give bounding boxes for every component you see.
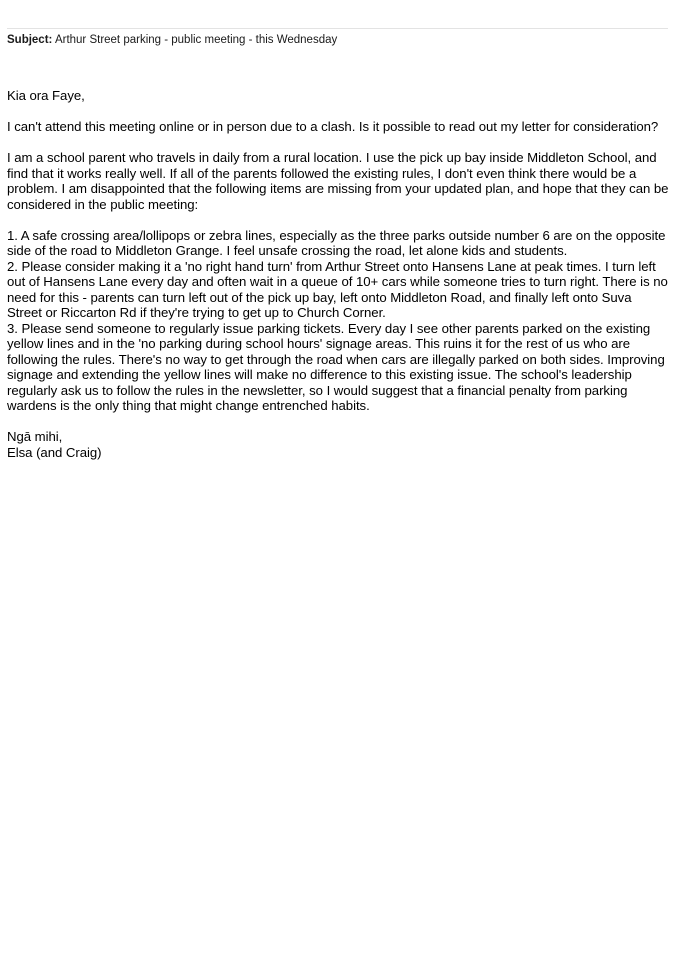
- letter-paragraph-context: I am a school parent who travels in daily from a rural location. I use the pick up bay inside Middleton School, and find that it works really well. If all of the parents followed the existing rules, I don't even think there would be a problem. I am disappointed that the following items are missing from your updated plan, and hope that they can be considered in the public meeting:: [7, 150, 669, 212]
- letter-body: [7, 88, 669, 460]
- letter-list-item-1: 1. A safe crossing area/lollipops or zebra lines, especially as the three parks outside number 6 are on the opposite side of the road to Middleton Grange. I feel unsafe crossing the road, let alone kids and students.: [7, 227, 666, 258]
- letter-greeting: Kia ora Faye,: [7, 88, 85, 103]
- letter-signature: Elsa (and Craig): [7, 444, 102, 460]
- header-divider: [7, 28, 668, 29]
- subject-label: Subject:: [7, 34, 53, 46]
- subject-text: Arthur Street parking - public meeting - this Wednesday: [54, 34, 338, 46]
- letter-list-item-2: 2. Please consider making it a 'no right hand turn' from Arthur Street onto Hansens Lane at peak times. I turn left out of Hansens Lane every day and often wait in a queue of 10+ cars while someone tries to turn right. There is no need for this - parents can turn left out of the pick up bay, left onto Middleton Road, and finally left onto Suva Street or Riccarton Rd if they're trying to get up to Church Corner.: [7, 258, 668, 320]
- letter-list-item-3: 3. Please send someone to regularly issue parking tickets. Every day I see other parents parked on the existing yellow lines and in the 'no parking during school hours' signage areas. This ruins it for the rest of us who are following the rules. There's no way to get through the road when cars are illegally parked on both sides. Improving signage and extending the yellow lines will make no difference to this existing issue. The school's leadership regularly ask us to follow the rules in the newsletter, so I would suggest that a financial penalty from parking wardens is the only thing that might change entrenched habits.: [7, 320, 665, 413]
- letter-paragraph-intro: I can't attend this meeting online or in person due to a clash. Is it possible to read out my letter for consideration?: [7, 119, 659, 134]
- letter-signoff: Ngā mihi,: [7, 429, 63, 444]
- email-subject-line: [7, 33, 337, 47]
